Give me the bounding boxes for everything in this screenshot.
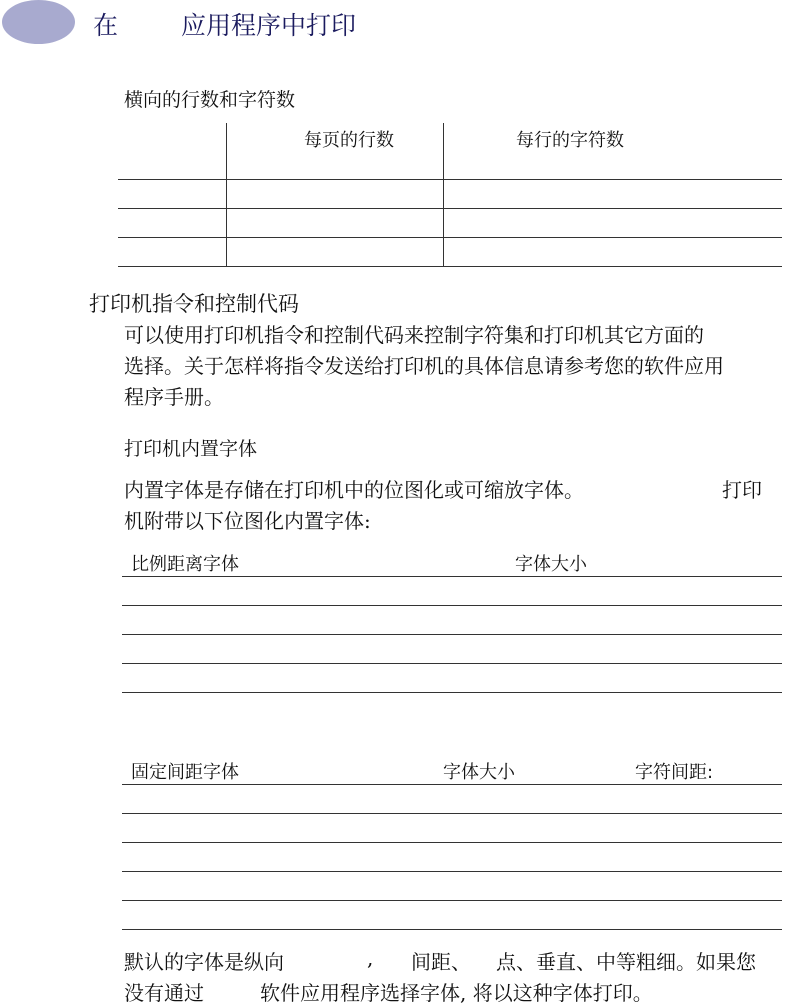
proportional-table-row-line — [122, 663, 782, 664]
default-font-line1-b: , — [367, 946, 374, 970]
landscape-table-row-line — [118, 208, 782, 209]
landscape-table-row-line — [118, 179, 782, 180]
builtin-fonts-body-line1-end: 打印 — [722, 478, 762, 502]
fixed-table-row-line — [122, 842, 782, 843]
default-font-line1-a: 默认的字体是纵向 — [124, 950, 284, 974]
landscape-table-divider-1 — [226, 123, 227, 266]
default-font-line1-c: 间距、 — [411, 950, 471, 974]
landscape-section-title: 横向的行数和字符数 — [124, 89, 296, 111]
proportional-col-font: 比例距离字体 — [131, 554, 239, 575]
fixed-col-font: 固定间距字体 — [131, 762, 239, 783]
chapter-tab-marker — [2, 0, 75, 44]
commands-body-line: 选择。关于怎样将指令发送给打印机的具体信息请参考您的软件应用 — [124, 354, 724, 378]
default-font-line2-b: 软件应用程序选择字体, 将以这种字体打印。 — [260, 981, 653, 1005]
commands-body-line: 程序手册。 — [124, 385, 224, 409]
landscape-col-chars-per-line: 每行的字符数 — [516, 130, 624, 151]
fixed-col-size: 字体大小 — [443, 762, 515, 783]
proportional-table-row-line — [122, 692, 782, 693]
fixed-table-row-line — [122, 871, 782, 872]
fixed-table-row-line — [122, 784, 782, 785]
page-title: 应用程序中打印 — [181, 11, 357, 40]
fixed-table-row-line — [122, 900, 782, 901]
commands-section-body — [124, 320, 789, 413]
default-font-line1-d: 点、垂直、中等粗细。如果您 — [496, 950, 756, 974]
commands-section-title: 打印机指令和控制代码 — [89, 292, 299, 316]
fixed-table-row-line — [122, 929, 782, 930]
commands-body-line: 可以使用打印机指令和控制代码来控制字符集和打印机其它方面的 — [124, 323, 704, 347]
proportional-table-row-line — [122, 605, 782, 606]
landscape-table-row-line — [118, 237, 782, 238]
fixed-col-pitch: 字符间距: — [635, 762, 714, 783]
landscape-col-lines-per-page: 每页的行数 — [304, 130, 394, 151]
default-font-line2-a: 没有通过 — [124, 981, 204, 1005]
proportional-table-row-line — [122, 634, 782, 635]
landscape-table-divider-2 — [443, 123, 444, 266]
fixed-table-row-line — [122, 813, 782, 814]
builtin-fonts-body-line2: 机附带以下位图化内置字体: — [124, 509, 371, 533]
proportional-table-row-line — [122, 576, 782, 577]
proportional-col-size: 字体大小 — [515, 554, 587, 575]
builtin-fonts-title: 打印机内置字体 — [124, 438, 258, 460]
landscape-table-row-line — [118, 266, 782, 267]
page-header-prefix: 在 — [93, 11, 119, 40]
builtin-fonts-body-line1: 内置字体是存储在打印机中的位图化或可缩放字体。 — [124, 478, 584, 502]
